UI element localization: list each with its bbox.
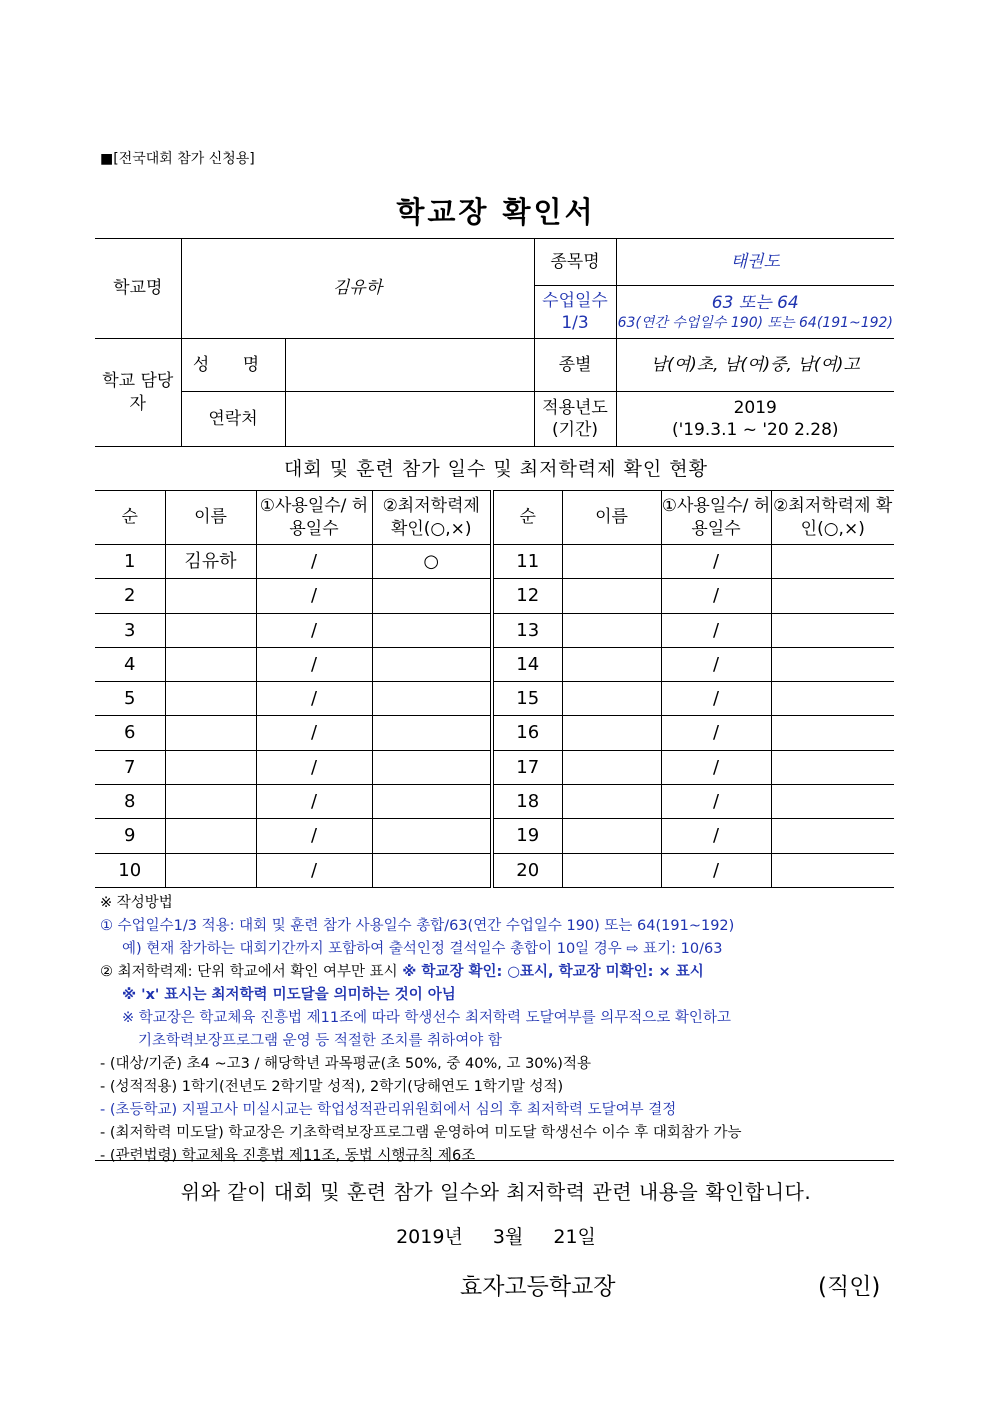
row-no: 2 [95, 579, 165, 613]
category-value: 남(여)초, 남(여)중, 남(여)고 [616, 339, 894, 392]
header-name: 이름 [165, 491, 256, 545]
row-no-right: 11 [492, 545, 562, 579]
row-name-right [562, 682, 661, 716]
year-value: 2019 [733, 397, 777, 418]
row-no-right: 13 [492, 613, 562, 647]
row-no: 9 [95, 819, 165, 853]
row-check [372, 682, 492, 716]
info-table [95, 238, 894, 447]
row-name [165, 716, 256, 750]
page-title: 학교장 확인서 [396, 195, 596, 229]
row-no-right: 19 [492, 819, 562, 853]
row-name [165, 819, 256, 853]
row-no: 6 [95, 716, 165, 750]
instruction-line: - (관련법령) 학교체육 진흥법 제11조, 동법 시행규칙 제6조 [100, 1148, 476, 1164]
table-row [95, 785, 894, 819]
instruction-part: ② 최저학력제: 단위 학교에서 확인 여부만 표시 [100, 964, 403, 980]
row-check-right [771, 750, 894, 784]
row-no-right: 20 [492, 853, 562, 887]
date-line [0, 1222, 992, 1249]
official-seal: (직인) [818, 1274, 881, 1300]
year-cell [616, 392, 894, 447]
instruction-line: ※ 작성방법 [100, 895, 173, 911]
sport-value: 태권도 [616, 239, 894, 286]
instruction-line: ※ 학교장은 학교체육 진흥법 제11조에 따라 학생선수 최저학력 도달여부를 의무적으로 확인하고 [122, 1010, 731, 1026]
row-check [372, 853, 492, 887]
date-day: 21일 [553, 1226, 596, 1248]
instruction-line: - (최저학력 미도달) 학교장은 기초학력보장프로그램 운영하여 미도달 학생선수 이수 후 대회참가 가능 [100, 1125, 742, 1141]
name-label: 성 명 [181, 339, 285, 392]
row-days-right: / [661, 785, 771, 819]
table-row [95, 682, 894, 716]
instruction-line: 기초학력보장프로그램 운영 등 적절한 조치를 취하여야 함 [138, 1033, 502, 1049]
row-name [165, 750, 256, 784]
class-days-note: 63(연간 수업일수 190) 또는 64(191~192) [617, 314, 893, 331]
row-no-right: 17 [492, 750, 562, 784]
divider [95, 1160, 894, 1161]
row-no: 8 [95, 785, 165, 819]
row-check-right [771, 716, 894, 750]
contact-value [285, 392, 534, 447]
class-days-cell [616, 286, 894, 339]
instruction-line: - (대상/기준) 초4 ~고3 / 해당학년 과목평균(초 50%, 중 40%, 고 30%)적용 [100, 1056, 591, 1072]
row-name [165, 785, 256, 819]
year-period: ('19.3.1 ~ '20 2.28) [671, 420, 839, 440]
date-month: 3월 [492, 1226, 524, 1248]
table-row [95, 579, 894, 613]
date-year: 2019년 [396, 1226, 463, 1248]
row-no: 3 [95, 613, 165, 647]
row-check-right [771, 819, 894, 853]
row-no-right: 15 [492, 682, 562, 716]
row-check [372, 819, 492, 853]
row-days-right: / [661, 579, 771, 613]
row-name: 김유하 [165, 545, 256, 579]
year-label: 적용년도 (기간) [534, 392, 616, 447]
table-row [95, 819, 894, 853]
row-days-right: / [661, 716, 771, 750]
row-check [372, 647, 492, 681]
row-name-right [562, 750, 661, 784]
row-check-right [771, 545, 894, 579]
instruction-line: ① 수업일수1/3 적용: 대회 및 훈련 참가 사용일수 총합/63(연간 수업일수 190) 또는 64(191~192) [100, 918, 735, 934]
row-no: 4 [95, 647, 165, 681]
row-check [372, 613, 492, 647]
row-check [372, 785, 492, 819]
row-days: / [256, 545, 372, 579]
row-name-right [562, 785, 661, 819]
row-days-right: / [661, 819, 771, 853]
row-no-right: 16 [492, 716, 562, 750]
row-check-right [771, 853, 894, 887]
instruction-line: 예) 현재 참가하는 대회기간까지 포함하여 출석인정 결석일수 총합이 10일 경우 ⇨ 표기: 10/63 [122, 941, 723, 957]
row-no-right: 14 [492, 647, 562, 681]
row-check [372, 579, 492, 613]
row-days-right: / [661, 750, 771, 784]
manager-label: 학교 담당자 [95, 339, 181, 447]
row-days: / [256, 819, 372, 853]
instruction-line: - (성적적용) 1학기(전년도 2학기말 성적), 2학기(당해연도 1학기말 성적) [100, 1079, 564, 1095]
row-days-right: / [661, 545, 771, 579]
instruction-line: ※ 'x' 표시는 최저학력 미도달을 의미하는 것이 아님 [122, 987, 456, 1003]
row-no-right: 18 [492, 785, 562, 819]
row-days: / [256, 716, 372, 750]
row-days: / [256, 647, 372, 681]
school-principal: 효자고등학교장 [460, 1274, 616, 1300]
header-no: 순 [95, 491, 165, 545]
row-days: / [256, 853, 372, 887]
header-days: ①사용일수/ 허용일수 [256, 491, 372, 545]
sport-label: 종목명 [534, 239, 616, 286]
instructions [100, 892, 900, 1168]
row-name-right [562, 579, 661, 613]
row-days: / [256, 682, 372, 716]
row-check-right [771, 579, 894, 613]
header-check: ②최저학력제 확인(○,×) [372, 491, 492, 545]
table-row [95, 716, 894, 750]
row-name [165, 682, 256, 716]
row-check-right [771, 647, 894, 681]
class-days-label [534, 286, 616, 339]
school-value: 김유하 [181, 239, 534, 339]
row-name [165, 613, 256, 647]
roster-table [95, 490, 894, 888]
row-no-right: 12 [492, 579, 562, 613]
row-check [372, 716, 492, 750]
header-no-right: 순 [492, 491, 562, 545]
instruction-line [100, 961, 900, 984]
row-name-right [562, 853, 661, 887]
instruction-line: - (초등학교) 지필고사 미실시교는 학업성적관리위원회에서 심의 후 최저학력 도달여부 결정 [100, 1102, 677, 1118]
row-no: 1 [95, 545, 165, 579]
name-value [285, 339, 534, 392]
row-days: / [256, 785, 372, 819]
row-check-right [771, 682, 894, 716]
row-days-right: / [661, 613, 771, 647]
row-name [165, 579, 256, 613]
row-name [165, 853, 256, 887]
row-check [372, 750, 492, 784]
row-days-right: / [661, 853, 771, 887]
row-name-right [562, 647, 661, 681]
row-days: / [256, 579, 372, 613]
row-days-right: / [661, 647, 771, 681]
class-days-label-text: 수업일수 1/3 [542, 290, 608, 333]
header-name-right: 이름 [562, 491, 661, 545]
row-check: ○ [372, 545, 492, 579]
form-type-tag: ■[전국대회 참가 신청용] [100, 151, 255, 167]
row-days: / [256, 750, 372, 784]
row-name-right [562, 613, 661, 647]
confirmation-text: 위와 같이 대회 및 훈련 참가 일수와 최저학력 관련 내용을 확인합니다. [180, 1180, 812, 1204]
row-check-right [771, 785, 894, 819]
row-name-right [562, 716, 661, 750]
row-days-right: / [661, 682, 771, 716]
table-row [95, 647, 894, 681]
row-name-right [562, 819, 661, 853]
school-label: 학교명 [95, 239, 181, 339]
row-no: 10 [95, 853, 165, 887]
class-days-value: 63 또는 64 [711, 292, 799, 313]
contact-label: 연락처 [181, 392, 285, 447]
section-heading: 대회 및 훈련 참가 일수 및 최저학력제 확인 현황 [283, 458, 709, 480]
table-row [95, 750, 894, 784]
row-name [165, 647, 256, 681]
row-no: 5 [95, 682, 165, 716]
row-check-right [771, 613, 894, 647]
table-row [95, 613, 894, 647]
row-days: / [256, 613, 372, 647]
row-no: 7 [95, 750, 165, 784]
category-label: 종별 [534, 339, 616, 392]
header-days-right: ①사용일수/ 허용일수 [661, 491, 771, 545]
row-name-right [562, 545, 661, 579]
instruction-part: ※ 학교장 확인: ○표시, 학교장 미확인: × 표시 [402, 964, 704, 980]
header-check-right: ②최저학력제 확인(○,×) [771, 491, 894, 545]
table-row [95, 853, 894, 887]
table-row [95, 545, 894, 579]
